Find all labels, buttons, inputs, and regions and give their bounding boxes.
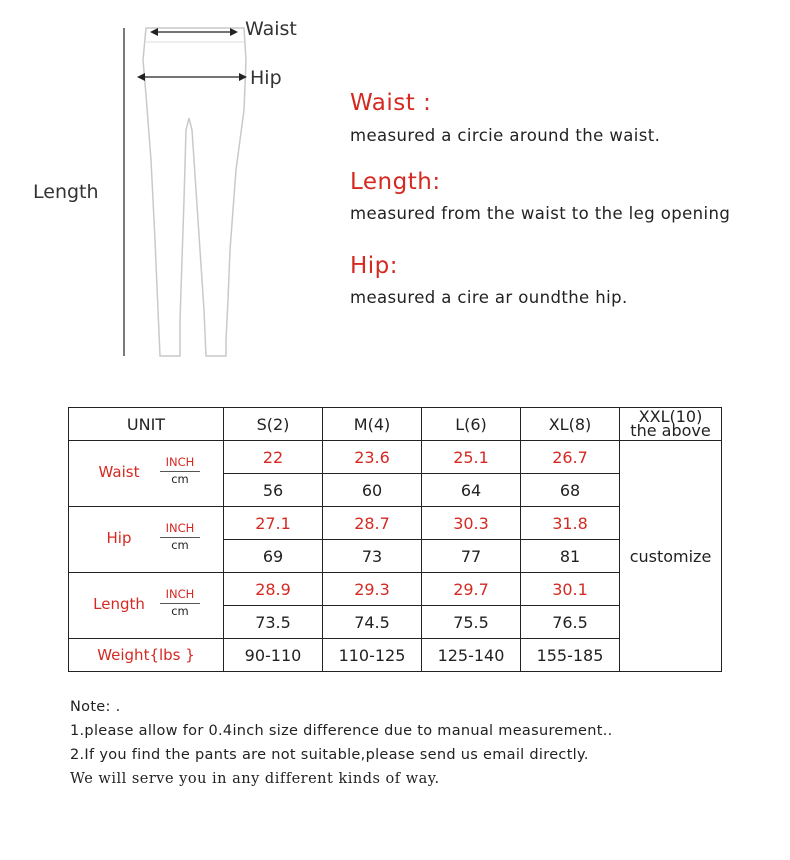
table-cell: 30.3 (422, 507, 521, 540)
length-units (160, 587, 200, 619)
header-size-m: M(4) (323, 408, 422, 441)
unit-inch: INCH (160, 587, 200, 604)
xxl-header-line1: XXL(10) (638, 407, 703, 426)
hip-definition-title: Hip: (350, 253, 399, 279)
header-size-xl: XL(8) (521, 408, 620, 441)
table-cell: 110-125 (323, 639, 422, 672)
customize-cell: customize (620, 441, 722, 672)
unit-inch: INCH (160, 521, 200, 538)
table-cell: 23.6 (323, 441, 422, 474)
table-cell: 22 (224, 441, 323, 474)
table-cell: 29.7 (422, 573, 521, 606)
table-cell: 75.5 (422, 606, 521, 639)
table-cell: 60 (323, 474, 422, 507)
length-definition-text: measured from the waist to the leg opening (350, 204, 731, 223)
hip-row-name: Hip (106, 529, 132, 547)
unit-cm: cm (171, 472, 189, 486)
length-definition-title: Length: (350, 169, 441, 195)
table-cell: 69 (224, 540, 323, 573)
note-line-2: 2.If you find the pants are not suitable,please send us email directly. (70, 747, 589, 763)
note-heading: Note: . (70, 699, 121, 715)
table-cell: 64 (422, 474, 521, 507)
waist-definition-text: measured a circie around the waist. (350, 126, 661, 145)
note-line-3: We will serve you in any different kinds of way. (70, 771, 440, 787)
table-row (69, 441, 722, 474)
notes-section (70, 695, 613, 791)
table-cell: 28.7 (323, 507, 422, 540)
table-cell: 56 (224, 474, 323, 507)
table-cell: 29.3 (323, 573, 422, 606)
table-cell: 27.1 (224, 507, 323, 540)
length-diagram-label: Length (33, 181, 99, 203)
weight-row-label: Weight{lbs } (69, 639, 224, 672)
note-line-1: 1.please allow for 0.4inch size difference due to manual measurement.. (70, 723, 613, 739)
table-cell: 125-140 (422, 639, 521, 672)
table-cell: 77 (422, 540, 521, 573)
hip-units (160, 521, 200, 553)
table-cell: 31.8 (521, 507, 620, 540)
waist-definition-title: Waist : (350, 90, 432, 116)
table-cell: 30.1 (521, 573, 620, 606)
table-cell: 26.7 (521, 441, 620, 474)
header-size-xxl (620, 408, 722, 441)
length-row-name: Length (93, 595, 145, 613)
hip-diagram-label: Hip (250, 67, 282, 89)
table-cell: 25.1 (422, 441, 521, 474)
length-row-label (69, 573, 224, 639)
unit-cm: cm (171, 604, 189, 618)
unit-inch: INCH (160, 455, 200, 472)
table-cell: 74.5 (323, 606, 422, 639)
table-cell: 73 (323, 540, 422, 573)
header-size-s: S(2) (224, 408, 323, 441)
table-cell: 73.5 (224, 606, 323, 639)
waist-row-name: Waist (98, 463, 140, 481)
table-cell: 76.5 (521, 606, 620, 639)
table-cell: 155-185 (521, 639, 620, 672)
waist-diagram-label: Waist (245, 18, 297, 40)
table-cell: 68 (521, 474, 620, 507)
hip-row-label (69, 507, 224, 573)
header-size-l: L(6) (422, 408, 521, 441)
xxl-header-line2: the above (630, 421, 711, 440)
waist-row-label (69, 441, 224, 507)
table-cell: 28.9 (224, 573, 323, 606)
hip-definition-text: measured a cire ar oundthe hip. (350, 288, 628, 307)
table-header-row (69, 408, 722, 441)
header-unit: UNIT (69, 408, 224, 441)
table-cell: 81 (521, 540, 620, 573)
unit-cm: cm (171, 538, 189, 552)
table-cell: 90-110 (224, 639, 323, 672)
waist-units (160, 455, 200, 487)
size-chart-table (68, 407, 722, 672)
